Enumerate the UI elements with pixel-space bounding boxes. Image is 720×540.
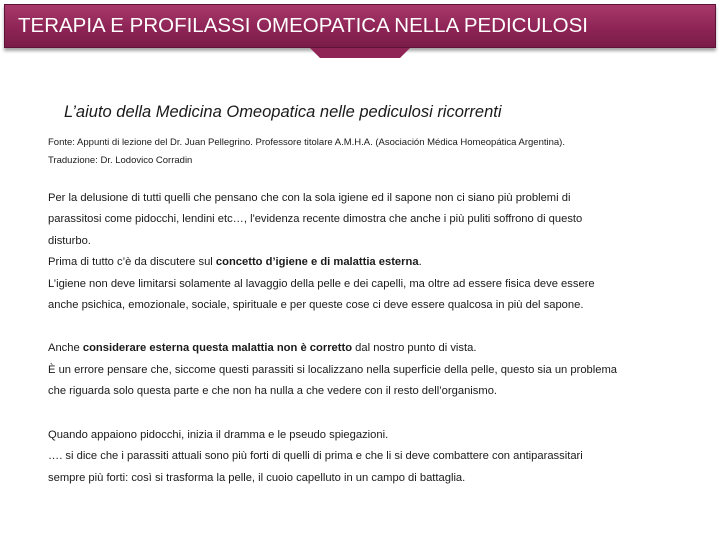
subtitle: L’aiuto della Medicina Omeopatica nelle pediculosi ricorrenti [64,103,502,121]
body-line-2: parassitosi come pidocchi, lendini etc…, l'evidenza recente dimostra che anche i più puliti soffrono di questo [48,213,583,225]
body-line-8: È un errore pensare che, siccome questi parassiti si localizzano nella superficie della pelle, questo sia un problema [48,364,618,376]
translation-note: Traduzione: Dr. Lodovico Corradin [48,155,193,166]
body-line-5: L’igiene non deve limitarsi solamente al lavaggio della pelle e dei capelli, ma oltre ad essere fisica deve essere [48,278,595,290]
body-line-11: …. si dice che i parassiti attuali sono più forti di quelli di prima e che li si deve combattere con antiparassitari [48,450,583,462]
body-line-4 [48,255,422,269]
body-line-7-post: dal nostro punto di vista. [352,342,477,354]
source-note: Fonte: Appunti di lezione del Dr. Juan Pellegrino. Professore titolare A.M.H.A. (Asociación Médica Homeopática Argentina). [48,137,565,148]
body-line-12: sempre più forti: così si trasforma la pelle, il cuoio capelluto in un campo di battaglia. [48,472,466,484]
body-line-4-bold: concetto d’igiene e di malattia esterna [215,256,419,268]
page-title: TERAPIA E PROFILASSI OMEOPATICA NELLA PEDICULOSI [18,14,588,37]
body-line-9: che riguarda solo questa parte e che non ha nulla a che vedere con il resto dell’organismo. [48,385,498,397]
body-line-4-post: . [418,256,422,268]
title-banner [4,4,716,48]
body-line-6: anche psichica, emozionale, sociale, spirituale e per queste cose ci deve essere qualcosa in più del sapone. [48,299,584,311]
body-line-10: Quando appaiono pidocchi, inizia il dramma e le pseudo spiegazioni. [48,429,389,441]
body-line-4-pre: Prima di tutto c’è da discutere sul [48,256,216,268]
body-line-7-pre: Anche [48,342,83,354]
body-line-7 [48,341,476,355]
banner-notch-decoration [250,48,470,62]
body-line-7-bold: considerare esterna questa malattia non è corretto [82,342,353,354]
body-line-1: Per la delusione di tutti quelli che pensano che con la sola igiene ed il sapone non ci siano più problemi di [48,192,571,204]
body-line-3: disturbo. [48,235,91,247]
